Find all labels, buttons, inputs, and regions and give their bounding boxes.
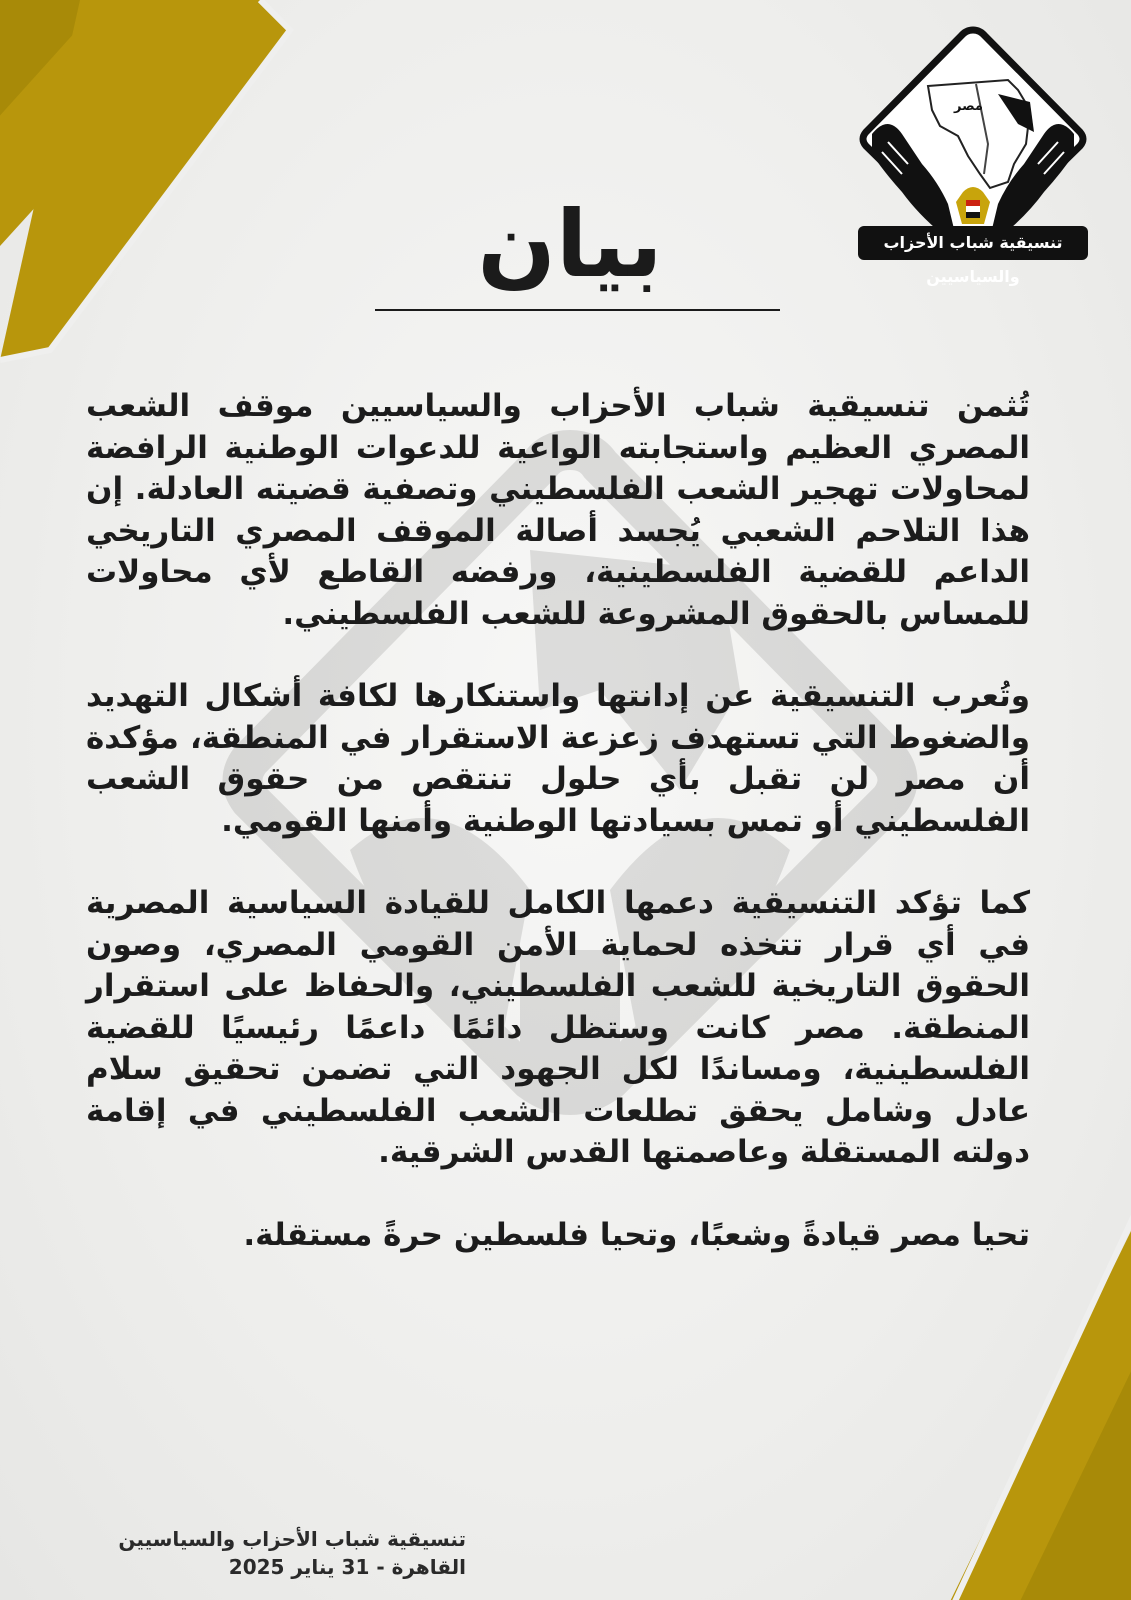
closing-line: تحيا مصر قيادةً وشعبًا، وتحيا فلسطين حرةً مستقلة. xyxy=(243,1216,1030,1253)
page-title: بيان xyxy=(477,191,663,298)
signature-block xyxy=(86,1525,466,1581)
map-label: مصر xyxy=(954,99,983,114)
title-underline xyxy=(375,309,780,311)
logo-org-name: تنسيقية شباب الأحزاب والسياسيين xyxy=(858,226,1088,260)
signature-place-date: القاهرة - 31 يناير 2025 xyxy=(228,1555,466,1579)
signature-org: تنسيقية شباب الأحزاب والسياسيين xyxy=(118,1527,466,1551)
paragraph-2: وتُعرب التنسيقية عن إدانتها واستنكارها لكافة أشكال التهديد والضغوط التي تستهدف زعزعة الاستقرار في المنطقة، مؤكدة أن مصر لن تقبل بأي حلول تنتقص من حقوق الشعب الفلسطيني أو تمس بسيادتها الوطنية وأمنها القومي. xyxy=(86,678,1030,839)
statement-body xyxy=(86,386,1030,1297)
gold-corner-top-left xyxy=(0,0,320,400)
paragraph-1: تُثمن تنسيقية شباب الأحزاب والسياسيين موقف الشعب المصري العظيم واستجابته الواعية للدعوات الوطنية الرافضة لمحاولات تهجير الشعب الفلسطيني وتصفية قضيته العادلة. إن هذا التلاحم الشعبي يُجسد أصالة الموقف المصري التاريخي الداعم للقضية الفلسطينية، ورفضه القاطع لأي محاولات للمساس بالحقوق المشروعة للشعب الفلسطيني. xyxy=(86,388,1030,632)
paragraph-3: كما تؤكد التنسيقية دعمها الكامل للقيادة السياسية المصرية في أي قرار تتخذه لحماية الأمن القومي المصري، وصون الحقوق التاريخية للشعب الفلسطيني، والحفاظ على استقرار المنطقة. مصر كانت وستظل دائمًا داعمًا رئيسيًا للقضية الفلسطينية، ومساندًا لكل الجهود التي تضمن تحقيق سلام عادل وشامل يحقق تطلعات الشعب الفلسطيني في إقامة دولته المستقلة وعاصمتها القدس الشرقية. xyxy=(86,885,1030,1170)
